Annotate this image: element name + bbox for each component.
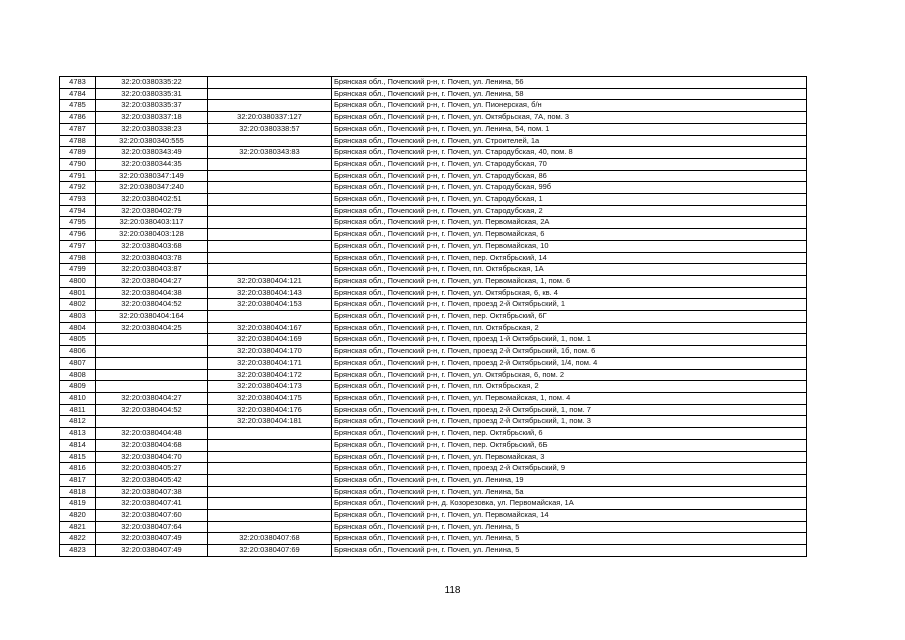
cadastral-number-cell: 32:20:0380403:128 <box>96 229 208 241</box>
address-cell: Брянская обл., Почепский р-н, г. Почеп, ул. Октябрьская, 6, кв. 4 <box>332 287 807 299</box>
page-number: 118 <box>444 585 461 596</box>
address-cell: Брянская обл., Почепский р-н, г. Почеп, пл. Октябрьская, 2 <box>332 322 807 334</box>
row-number-cell: 4820 <box>60 510 96 522</box>
cadastral-number-cell <box>96 381 208 393</box>
row-number-cell: 4791 <box>60 170 96 182</box>
address-cell: Брянская обл., Почепский р-н, г. Почеп, ул. Первомайская, 6 <box>332 229 807 241</box>
address-cell: Брянская обл., Почепский р-н, г. Почеп, проезд 2-й Октябрьский, 9 <box>332 463 807 475</box>
cadastral-number-cell: 32:20:0380405:27 <box>96 463 208 475</box>
table-row <box>60 147 807 159</box>
row-number-cell: 4801 <box>60 287 96 299</box>
premises-cadastral-number-cell <box>208 158 332 170</box>
premises-cadastral-number-cell <box>208 135 332 147</box>
premises-cadastral-number-cell <box>208 170 332 182</box>
table-row <box>60 100 807 112</box>
address-cell: Брянская обл., Почепский р-н, г. Почеп, проезд 2-й Октябрьский, 1 <box>332 299 807 311</box>
premises-cadastral-number-cell <box>208 194 332 206</box>
premises-cadastral-number-cell <box>208 428 332 440</box>
table-row <box>60 510 807 522</box>
address-cell: Брянская обл., Почепский р-н, г. Почеп, ул. Стародубская, 40, пом. 8 <box>332 147 807 159</box>
address-cell: Брянская обл., Почепский р-н, г. Почеп, проезд 2-й Октябрьский, 1б, пом. 6 <box>332 346 807 358</box>
cadastral-number-cell: 32:20:0380404:38 <box>96 287 208 299</box>
row-number-cell: 4793 <box>60 194 96 206</box>
address-cell: Брянская обл., Почепский р-н, г. Почеп, ул. Октябрьская, 7А, пом. 3 <box>332 112 807 124</box>
premises-cadastral-number-cell <box>208 510 332 522</box>
address-cell: Брянская обл., Почепский р-н, г. Почеп, ул. Первомайская, 10 <box>332 240 807 252</box>
cadastral-number-cell: 32:20:0380407:41 <box>96 498 208 510</box>
table-row <box>60 229 807 241</box>
premises-cadastral-number-cell: 32:20:0380343:83 <box>208 147 332 159</box>
premises-cadastral-number-cell <box>208 240 332 252</box>
table-row <box>60 533 807 545</box>
cadastral-number-cell <box>96 357 208 369</box>
address-cell: Брянская обл., Почепский р-н, г. Почеп, проезд 2-й Октябрьский, 1, пом. 7 <box>332 404 807 416</box>
table-row <box>60 77 807 89</box>
table-row <box>60 381 807 393</box>
address-cell: Брянская обл., Почепский р-н, г. Почеп, ул. Первомайская, 14 <box>332 510 807 522</box>
premises-cadastral-number-cell <box>208 451 332 463</box>
row-number-cell: 4787 <box>60 123 96 135</box>
table-row <box>60 322 807 334</box>
address-cell: Брянская обл., Почепский р-н, г. Почеп, ул. Первомайская, 1, пом. 4 <box>332 392 807 404</box>
row-number-cell: 4785 <box>60 100 96 112</box>
address-cell: Брянская обл., Почепский р-н, г. Почеп, проезд 1-й Октябрьский, 1, пом. 1 <box>332 334 807 346</box>
row-number-cell: 4817 <box>60 474 96 486</box>
address-cell: Брянская обл., Почепский р-н, г. Почеп, пер. Октябрьский, 14 <box>332 252 807 264</box>
premises-cadastral-number-cell <box>208 439 332 451</box>
cadastral-number-cell: 32:20:0380347:149 <box>96 170 208 182</box>
row-number-cell: 4808 <box>60 369 96 381</box>
row-number-cell: 4802 <box>60 299 96 311</box>
address-cell: Брянская обл., Почепский р-н, г. Почеп, ул. Стародубская, 1 <box>332 194 807 206</box>
address-cell: Брянская обл., Почепский р-н, г. Почеп, ул. Стародубская, 86 <box>332 170 807 182</box>
premises-cadastral-number-cell: 32:20:0380404:171 <box>208 357 332 369</box>
premises-cadastral-number-cell: 32:20:0380407:68 <box>208 533 332 545</box>
table-row <box>60 135 807 147</box>
registry-table <box>59 76 807 557</box>
cadastral-number-cell <box>96 416 208 428</box>
row-number-cell: 4800 <box>60 275 96 287</box>
table-row <box>60 158 807 170</box>
premises-cadastral-number-cell: 32:20:0380404:176 <box>208 404 332 416</box>
table-row <box>60 416 807 428</box>
cadastral-number-cell: 32:20:0380404:52 <box>96 404 208 416</box>
table-row <box>60 545 807 557</box>
cadastral-number-cell: 32:20:0380404:27 <box>96 392 208 404</box>
cadastral-number-cell: 32:20:0380344:35 <box>96 158 208 170</box>
cadastral-number-cell: 32:20:0380403:87 <box>96 264 208 276</box>
cadastral-number-cell <box>96 369 208 381</box>
address-cell: Брянская обл., Почепский р-н, г. Почеп, ул. Пионерская, б/н <box>332 100 807 112</box>
row-number-cell: 4812 <box>60 416 96 428</box>
premises-cadastral-number-cell <box>208 521 332 533</box>
row-number-cell: 4819 <box>60 498 96 510</box>
table-row <box>60 194 807 206</box>
premises-cadastral-number-cell: 32:20:0380404:167 <box>208 322 332 334</box>
row-number-cell: 4794 <box>60 205 96 217</box>
cadastral-number-cell: 32:20:0380402:79 <box>96 205 208 217</box>
table-row <box>60 474 807 486</box>
premises-cadastral-number-cell <box>208 77 332 89</box>
row-number-cell: 4811 <box>60 404 96 416</box>
table-row <box>60 182 807 194</box>
premises-cadastral-number-cell <box>208 217 332 229</box>
cadastral-number-cell: 32:20:0380407:38 <box>96 486 208 498</box>
row-number-cell: 4788 <box>60 135 96 147</box>
address-cell: Брянская обл., Почепский р-н, г. Почеп, ул. Ленина, 5а <box>332 486 807 498</box>
address-cell: Брянская обл., Почепский р-н, г. Почеп, проезд 2-й Октябрьский, 1, пом. 3 <box>332 416 807 428</box>
row-number-cell: 4795 <box>60 217 96 229</box>
cadastral-number-cell <box>96 346 208 358</box>
cadastral-number-cell: 32:20:0380404:25 <box>96 322 208 334</box>
premises-cadastral-number-cell <box>208 100 332 112</box>
cadastral-number-cell: 32:20:0380335:22 <box>96 77 208 89</box>
cadastral-number-cell: 32:20:0380405:42 <box>96 474 208 486</box>
table-row <box>60 170 807 182</box>
row-number-cell: 4805 <box>60 334 96 346</box>
cadastral-number-cell: 32:20:0380403:68 <box>96 240 208 252</box>
table-row <box>60 287 807 299</box>
premises-cadastral-number-cell <box>208 463 332 475</box>
premises-cadastral-number-cell: 32:20:0380404:121 <box>208 275 332 287</box>
address-cell: Брянская обл., Почепский р-н, г. Почеп, ул. Первомайская, 3 <box>332 451 807 463</box>
premises-cadastral-number-cell <box>208 498 332 510</box>
table-row <box>60 521 807 533</box>
row-number-cell: 4790 <box>60 158 96 170</box>
table-row <box>60 334 807 346</box>
cadastral-number-cell: 32:20:0380340:555 <box>96 135 208 147</box>
premises-cadastral-number-cell: 32:20:0380404:181 <box>208 416 332 428</box>
table-row <box>60 112 807 124</box>
address-cell: Брянская обл., Почепский р-н, г. Почеп, ул. Стародубская, 70 <box>332 158 807 170</box>
row-number-cell: 4792 <box>60 182 96 194</box>
premises-cadastral-number-cell: 32:20:0380337:127 <box>208 112 332 124</box>
address-cell: Брянская обл., Почепский р-н, г. Почеп, пер. Октябрьский, 6 <box>332 428 807 440</box>
table-row <box>60 217 807 229</box>
premises-cadastral-number-cell <box>208 252 332 264</box>
premises-cadastral-number-cell: 32:20:0380404:153 <box>208 299 332 311</box>
premises-cadastral-number-cell: 32:20:0380404:170 <box>208 346 332 358</box>
registry-table-body <box>60 77 807 557</box>
row-number-cell: 4786 <box>60 112 96 124</box>
cadastral-number-cell: 32:20:0380343:49 <box>96 147 208 159</box>
cadastral-number-cell: 32:20:0380404:52 <box>96 299 208 311</box>
row-number-cell: 4806 <box>60 346 96 358</box>
premises-cadastral-number-cell <box>208 474 332 486</box>
row-number-cell: 4810 <box>60 392 96 404</box>
address-cell: Брянская обл., Почепский р-н, г. Почеп, ул. Ленина, 19 <box>332 474 807 486</box>
address-cell: Брянская обл., Почепский р-н, г. Почеп, ул. Первомайская, 1, пом. 6 <box>332 275 807 287</box>
cadastral-number-cell: 32:20:0380404:70 <box>96 451 208 463</box>
premises-cadastral-number-cell: 32:20:0380404:169 <box>208 334 332 346</box>
table-row <box>60 311 807 323</box>
table-row <box>60 205 807 217</box>
row-number-cell: 4816 <box>60 463 96 475</box>
row-number-cell: 4821 <box>60 521 96 533</box>
premises-cadastral-number-cell: 32:20:0380404:175 <box>208 392 332 404</box>
table-row <box>60 275 807 287</box>
table-row <box>60 369 807 381</box>
premises-cadastral-number-cell: 32:20:0380404:172 <box>208 369 332 381</box>
premises-cadastral-number-cell <box>208 229 332 241</box>
cadastral-number-cell: 32:20:0380404:27 <box>96 275 208 287</box>
cadastral-number-cell: 32:20:0380403:117 <box>96 217 208 229</box>
premises-cadastral-number-cell: 32:20:0380404:173 <box>208 381 332 393</box>
row-number-cell: 4784 <box>60 88 96 100</box>
address-cell: Брянская обл., Почепский р-н, г. Почеп, ул. Ленина, 5 <box>332 521 807 533</box>
table-row <box>60 451 807 463</box>
row-number-cell: 4809 <box>60 381 96 393</box>
table-row <box>60 428 807 440</box>
table-row <box>60 404 807 416</box>
cadastral-number-cell: 32:20:0380338:23 <box>96 123 208 135</box>
row-number-cell: 4797 <box>60 240 96 252</box>
premises-cadastral-number-cell <box>208 264 332 276</box>
cadastral-number-cell: 32:20:0380403:78 <box>96 252 208 264</box>
row-number-cell: 4823 <box>60 545 96 557</box>
premises-cadastral-number-cell <box>208 182 332 194</box>
premises-cadastral-number-cell <box>208 88 332 100</box>
row-number-cell: 4814 <box>60 439 96 451</box>
table-row <box>60 252 807 264</box>
cadastral-number-cell: 32:20:0380404:68 <box>96 439 208 451</box>
address-cell: Брянская обл., Почепский р-н, д. Козорезовка, ул. Первомайская, 1А <box>332 498 807 510</box>
address-cell: Брянская обл., Почепский р-н, г. Почеп, ул. Ленина, 5 <box>332 545 807 557</box>
address-cell: Брянская обл., Почепский р-н, г. Почеп, ул. Строителей, 1а <box>332 135 807 147</box>
address-cell: Брянская обл., Почепский р-н, г. Почеп, ул. Стародубская, 99б <box>332 182 807 194</box>
address-cell: Брянская обл., Почепский р-н, г. Почеп, проезд 2-й Октябрьский, 1/4, пом. 4 <box>332 357 807 369</box>
premises-cadastral-number-cell: 32:20:0380404:143 <box>208 287 332 299</box>
premises-cadastral-number-cell <box>208 311 332 323</box>
table-row <box>60 498 807 510</box>
premises-cadastral-number-cell: 32:20:0380407:69 <box>208 545 332 557</box>
table-row <box>60 463 807 475</box>
row-number-cell: 4807 <box>60 357 96 369</box>
address-cell: Брянская обл., Почепский р-н, г. Почеп, пер. Октябрьский, 6Г <box>332 311 807 323</box>
cadastral-number-cell: 32:20:0380407:60 <box>96 510 208 522</box>
address-cell: Брянская обл., Почепский р-н, г. Почеп, ул. Ленина, 56 <box>332 77 807 89</box>
row-number-cell: 4813 <box>60 428 96 440</box>
address-cell: Брянская обл., Почепский р-н, г. Почеп, ул. Ленина, 58 <box>332 88 807 100</box>
cadastral-number-cell: 32:20:0380335:37 <box>96 100 208 112</box>
row-number-cell: 4818 <box>60 486 96 498</box>
table-row <box>60 486 807 498</box>
cadastral-number-cell <box>96 334 208 346</box>
row-number-cell: 4796 <box>60 229 96 241</box>
row-number-cell: 4789 <box>60 147 96 159</box>
cadastral-number-cell: 32:20:0380335:31 <box>96 88 208 100</box>
address-cell: Брянская обл., Почепский р-н, г. Почеп, пл. Октябрьская, 2 <box>332 381 807 393</box>
table-row <box>60 88 807 100</box>
row-number-cell: 4804 <box>60 322 96 334</box>
row-number-cell: 4799 <box>60 264 96 276</box>
cadastral-number-cell: 32:20:0380404:48 <box>96 428 208 440</box>
address-cell: Брянская обл., Почепский р-н, г. Почеп, пер. Октябрьский, 6Б <box>332 439 807 451</box>
table-row <box>60 240 807 252</box>
table-row <box>60 392 807 404</box>
premises-cadastral-number-cell <box>208 486 332 498</box>
row-number-cell: 4783 <box>60 77 96 89</box>
cadastral-number-cell: 32:20:0380404:164 <box>96 311 208 323</box>
table-row <box>60 439 807 451</box>
address-cell: Брянская обл., Почепский р-н, г. Почеп, ул. Ленина, 54, пом. 1 <box>332 123 807 135</box>
cadastral-number-cell: 32:20:0380407:49 <box>96 545 208 557</box>
address-cell: Брянская обл., Почепский р-н, г. Почеп, ул. Стародубская, 2 <box>332 205 807 217</box>
row-number-cell: 4803 <box>60 311 96 323</box>
address-cell: Брянская обл., Почепский р-н, г. Почеп, ул. Первомайская, 2А <box>332 217 807 229</box>
table-row <box>60 346 807 358</box>
cadastral-number-cell: 32:20:0380337:18 <box>96 112 208 124</box>
table-row <box>60 299 807 311</box>
address-cell: Брянская обл., Почепский р-н, г. Почеп, ул. Ленина, 5 <box>332 533 807 545</box>
row-number-cell: 4798 <box>60 252 96 264</box>
premises-cadastral-number-cell <box>208 205 332 217</box>
address-cell: Брянская обл., Почепский р-н, г. Почеп, пл. Октябрьская, 1А <box>332 264 807 276</box>
table-row <box>60 357 807 369</box>
cadastral-number-cell: 32:20:0380347:240 <box>96 182 208 194</box>
row-number-cell: 4815 <box>60 451 96 463</box>
table-row <box>60 123 807 135</box>
cadastral-number-cell: 32:20:0380407:49 <box>96 533 208 545</box>
cadastral-number-cell: 32:20:0380407:64 <box>96 521 208 533</box>
cadastral-number-cell: 32:20:0380402:51 <box>96 194 208 206</box>
row-number-cell: 4822 <box>60 533 96 545</box>
table-row <box>60 264 807 276</box>
address-cell: Брянская обл., Почепский р-н, г. Почеп, ул. Октябрьская, 6, пом. 2 <box>332 369 807 381</box>
premises-cadastral-number-cell: 32:20:0380338:57 <box>208 123 332 135</box>
